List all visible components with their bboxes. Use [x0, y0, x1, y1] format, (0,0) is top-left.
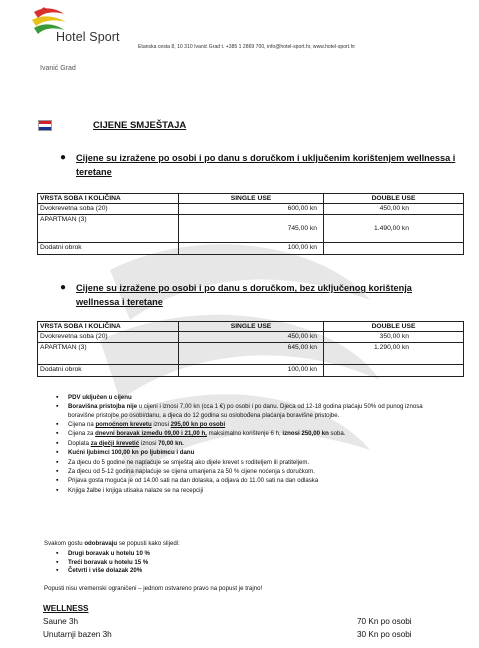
col-header-double: DOUBLE USE: [324, 322, 464, 332]
col-header-room: VRSTA SOBA I KOLIČINA: [38, 322, 179, 332]
list-item: ▪ Za djecu od 5-12 godina naplaćuje se cijena umanjena za 50 % cijene noćenja s doručkom.: [54, 468, 434, 476]
price-table-without-wellness: [37, 321, 464, 377]
single-price-cell: 745,00 kn: [179, 215, 324, 243]
table-header-row: [38, 194, 464, 204]
table-row: [38, 343, 464, 365]
room-type-cell: Dvokrevetna soba (20): [38, 332, 179, 343]
room-type-cell: Dodatni obrok: [38, 365, 179, 377]
room-type-cell: APARTMAN (3): [38, 343, 179, 365]
note-bold-text: Boravišna pristojba nije: [68, 403, 138, 411]
wellness-item-name: Saune 3h: [43, 617, 79, 626]
wellness-item-price: 30 Kn po osobi: [357, 630, 412, 639]
wellness-title: WELLNESS: [43, 604, 89, 613]
wellness-row: [43, 617, 423, 626]
double-price-cell: 450,00 kn: [324, 204, 464, 215]
table-row: [38, 332, 464, 343]
list-item: ▪ PDV uključen u cijenu: [54, 394, 434, 402]
room-type-cell: APARTMAN (3): [38, 215, 179, 243]
double-price-cell: 1.490,00 kn: [324, 215, 464, 243]
section2-heading: [76, 281, 456, 309]
note-bold-text: pomoćnom krevetu: [95, 420, 152, 428]
table-header-row: [38, 322, 464, 332]
double-price-cell: 1.290,00 kn: [324, 343, 464, 365]
note-text: u cijeni i iznosi 7,00 kn (cca 1 €) po osobi i po danu. Djeca od 12-18 godina plaćaju 50% od punog iznosa boravišne pristojbe po osobi/danu, a djeca do 12 godina su oslobođena plaćanja boravišne pristojbe.: [68, 403, 423, 419]
list-item: [54, 403, 434, 419]
info-notes-list: [54, 394, 434, 496]
list-item: [54, 430, 434, 438]
discount-intro-bold: odobravaju: [84, 540, 118, 547]
note-text: Doplata: [68, 439, 91, 447]
room-type-cell: Dodatni obrok: [38, 243, 179, 255]
col-header-single: SINGLE USE: [179, 322, 324, 332]
discount-note: Popusti nisu vremenski ograničeni – jednom ostvareno pravo na popust je trajno!: [44, 585, 263, 592]
double-price-cell: [324, 243, 464, 255]
note-bold-text: iznosi 250,00 kn: [282, 430, 329, 438]
list-item: ▪ Drugi boravak u hotelu 10 %: [54, 550, 150, 559]
single-price-cell: 100,00 kn: [179, 243, 324, 255]
table-row: [38, 365, 464, 377]
bullet-icon: [60, 151, 66, 165]
bullet-icon: [60, 281, 66, 295]
croatian-flag-icon[interactable]: [38, 120, 52, 131]
discount-intro: [44, 540, 180, 547]
note-bold-text: 295,00 kn po osobi: [170, 420, 226, 428]
note-text: iznosi: [139, 439, 159, 447]
note-bold-text: za dječji krevetić: [90, 439, 140, 447]
section1-heading: [76, 151, 456, 179]
list-item: ▪ Četvrti i više dolazak 20%: [54, 567, 150, 576]
double-price-cell: [324, 365, 464, 377]
note-bold-text: 70,00 kn.: [158, 439, 184, 447]
contact-line: Etanska cesta 8, 10 310 Ivanić Grad t. +385 1 2869 700, info@hotel-sport.hr, www.hotel-sport.hr: [138, 44, 356, 50]
table-row: [38, 215, 464, 243]
note-text: maksimalno korištenje 6 h,: [206, 430, 283, 438]
room-type-cell: Dvokrevetna soba (20): [38, 204, 179, 215]
list-item: ▪ Prijava gosta moguća je od 14.00 sati na dan dolaska, a odjava do 11.00 sati na dan odlaska: [54, 477, 434, 485]
table-row: [38, 204, 464, 215]
wellness-row: [43, 630, 423, 639]
table-row: [38, 243, 464, 255]
wellness-item-name: Unutarnji bazen 3h: [43, 630, 112, 639]
note-text: Cijena na: [68, 420, 96, 428]
page-title: CIJENE SMJEŠTAJA: [93, 120, 187, 131]
list-item: ▪ Knjiga žalbe i knjiga utisaka nalaze se na recepciji: [54, 487, 434, 495]
single-price-cell: 600,00 kn: [179, 204, 324, 215]
list-item: [54, 440, 434, 448]
col-header-double: DOUBLE USE: [324, 194, 464, 204]
section1-heading-text: Cijene su izražene po osobi i po danu s doručkom i uključenim korištenjem wellnessa i teretane: [76, 153, 456, 177]
double-price-cell: 350,00 kn: [324, 332, 464, 343]
discount-intro-text: Svakom gostu: [44, 540, 85, 547]
col-header-single: SINGLE USE: [179, 194, 324, 204]
note-text: soba.: [328, 430, 346, 438]
list-item: [54, 421, 434, 429]
hotel-city: Ivanić Grad: [40, 65, 76, 72]
note-text: Cijena za: [68, 430, 96, 438]
hotel-name: Hotel Sport: [56, 30, 120, 44]
wellness-item-price: 70 Kn po osobi: [357, 617, 412, 626]
single-price-cell: 450,00 kn: [179, 332, 324, 343]
price-table-with-wellness: [37, 193, 464, 255]
discount-intro-text: se popusti kako slijedi:: [117, 540, 180, 547]
note-bold-text: dnevni boravak između 09,00 i 21,00 h,: [95, 430, 207, 438]
section2-heading-text: Cijene su izražene po osobi i po danu s doručkom, bez uključenog korištenja wellnessa i teretane: [76, 283, 412, 307]
list-item: ▪ Treći boravak u hotelu 15 %: [54, 559, 150, 568]
discount-list: [54, 550, 150, 576]
note-text: iznosi: [151, 420, 171, 428]
col-header-room: VRSTA SOBA I KOLIČINA: [38, 194, 179, 204]
list-item: ▪ Za djecu do 5 godine ne naplaćuje se smještaj ako dijele krevet s roditeljem ili pratiteljem.: [54, 459, 434, 467]
single-price-cell: 645,00 kn: [179, 343, 324, 365]
single-price-cell: 100,00 kn: [179, 365, 324, 377]
list-item: ▪ Kućni ljubimci 100,00 kn po ljubimcu i danu: [54, 449, 434, 457]
